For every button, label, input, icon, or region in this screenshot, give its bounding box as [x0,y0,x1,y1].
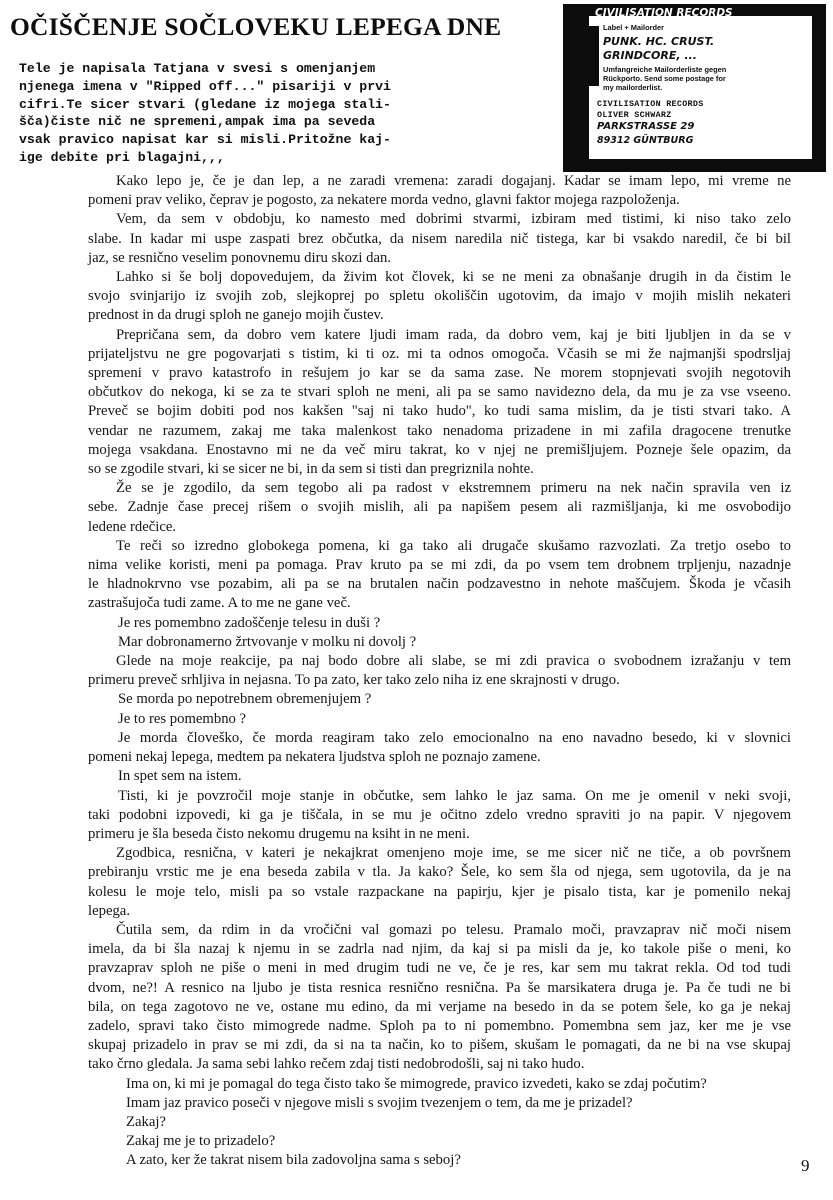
body-line: pravzaprav sploh ne piše o meni in med drugim tudi ne ve, če je res, kar sem mu takrat rekla. Od tod tudi [88,960,791,977]
body-line: Že se je zgodilo, da sem tegobo ali pa radost v ekstremnem primeru na nek način spravila ven iz [116,480,791,497]
ad-border-right [812,4,826,172]
body-line: Je morda človeško, če morda reagiram tako zelo emocionalno na eno navadno besedo, ki v slovnici [118,729,791,746]
body-line: pomeni nekaj lepega, medtem pa nekatera ljudstva sploh ne poznajo zamene. [88,749,541,766]
ad-label-type: Label + Mailorder [603,23,664,32]
body-line: Je to res pomembno ? [118,710,247,727]
body-line: Kako lepo je, če je dan lep, a ne zaradi vremena: zaradi dogajanj. Kadar se imam lepo, mi vreme ne [116,173,791,189]
body-line: jaz, se resnično veselim ponovnemu diru skozi dan. [88,249,392,266]
body-line: dvom, ne?! A resnico na ljubo je tista resnica resnično resnična. Pa še marsikatera druga je. Pa če tudi ne bi [88,979,791,996]
body-line: le hladnokrvno vse pozabim, ali pa se na brutalen način podzavestno in nehote maščujem. Škoda je včasih [88,576,791,593]
body-line: občutkov do nekoga, ki se za te stvari sploh ne meni, ali pa se samo navidezno dela, da mu je za vse vseeno. [88,384,791,401]
intro-line: cifri.Te sicer stvari (gledane iz mojega stali- [19,96,391,112]
intro-typed-note [19,60,559,167]
intro-line: vsak pravico napisat kar si misli.Pritožne kaj- [19,132,391,148]
body-line: primeru je šla beseda čisto nekomu drugemu na ksiht in ne meni. [88,825,470,842]
body-line: mojega vsakdana. Enostavno mi ne da več miru takrat, ko v njej ne premišljujem. Pozneje šele opazim, da [88,441,791,458]
body-line: Tisti, ki je povzročil moje stanje in občutke, sem lahko le jaz sama. On me je omenil v neki svoji, [118,787,791,804]
body-line: vendar ne razumem, zakaj me taka malenkost tako nenadoma prizadene in mi zafila dragocene trenutke [88,422,791,439]
body-line: primeru preveč srhljiva in nejasna. To pa zato, ker tako zelo niha iz ene skrajnosti v drugo. [88,672,620,689]
body-line: Lahko si še bolj dopovedujem, da živim kot človek, ki se ne meni za obnašanje drugih in da čistim le [116,269,791,286]
ad-desc-line: my mailorderlist. [603,83,663,92]
body-line: taki podobni izpovedi, ki ga je tiščala, in se mu je očitno zdelo vredno spraviti jo na papir. V njegovem [88,806,791,823]
ad-address-line: 89312 GÜNTBURG [597,135,694,146]
body-line: Čutila sem, da rdim in da vročični val gomazi po telesu. Pramalo moči, pravzaprav nič moči nisem [116,921,791,938]
body-line: tako črno gledala. Ja sama sebi lahko rečem zdaj tisti nedobrodošli, saj ni tako hudo. [88,1056,585,1073]
body-line: Se morda po nepotrebnem obremenjujem ? [118,691,372,708]
body-line: prijateljstvu ne gre pogovarjati s tistim, ki ti oz. mi ta odnos omogoča. Včasih se mi že najmanjši spodrsljaj [88,345,791,362]
body-line: Vem, da sem v obdobju, ko namesto med dobrimi stvarmi, izbiram med tistimi, ki niso tako zelo [116,211,791,228]
ad-address-line: PARKSTRASSE 29 [597,121,695,132]
body-line: skupaj prizadelo in prav se mi zdi, da si na ta način, ko to pišem, skušam le pomagati, da ne bi na vse skupaj [88,1037,791,1054]
body-line: prednost in da drugi sploh ne ganejo mojih čustev. [88,307,384,324]
ad-genres: PUNK. HC. CRUST. [603,35,715,48]
body-line: sebe. Zadnje čase precej rišem o svojih mislih, ali pa napišem pesem ali razmišljanja, ki me osvobodijo [88,499,791,516]
body-line: Mar dobronamerno žrtvovanje v molku ni dovolj ? [118,633,417,650]
ad-border-bottom [563,159,826,172]
body-line: Glede na moje reakcije, pa naj bodo dobre ali slabe, se mi zdi pravica o svobodnem izražanju v tem [116,653,791,670]
page-number: 9 [801,1156,810,1175]
body-line: Zgodbica, resnična, v kateri je nekajkrat omenjeno moje ime, se me sicer nič ne tiče, a ob površnem [116,845,791,862]
civilisation-records-ad [563,4,826,172]
page-title: OČIŠČENJE SOČLOVEKU LEPEGA DNE [10,12,502,41]
body-line: imela, da bi šla nazaj k njemu in se zadrla nad njim, da kaj si pa misli da je, ko takole piše o meni, ko [88,941,791,958]
ad-label-name: CIVILISATION RECORDS [595,7,733,19]
intro-line: njenega imena v "Ripped off..." pisariji v prvi [19,78,391,94]
ad-address-line: GERMANY [597,150,645,160]
body-line: zadelo, spravi tako čisto mimogrede nadme. Sploh pa to ni pomembno. Pomembna sem jaz, ker me je vse [88,1017,791,1034]
intro-line: šča)čiste nič ne spremeni,ampak ima pa seveda [19,114,376,130]
ad-desc-line: Umfangreiche Mailorderliste gegen [603,65,727,74]
body-line: Te reči so izredno globokega pomena, ki ga tako ali drugače skušamo razvozlati. Za tretjo osebo to [116,537,791,554]
ad-desc-line: Rückporto. Send some postage for [603,74,726,83]
body-line: Preveč se bojim dobiti pod nos kakšen "saj ni tako hudo", ko tudi sama mislim, da je tisti stvari tako. A [88,403,791,420]
intro-line: Tele je napisala Tatjana v svesi s omenjanjem [19,61,376,76]
body-line: bila, on tega zagotovo ne ve, ostane mu edino, da mi verjame na besedo in da se potem šele, ko ga je nekaj [88,998,791,1015]
body-line: spremeni v pravo katastrofo in rešujem jo kar se da sama zase. Ne morem stopnjevati svojih negotovih [88,365,791,382]
body-line: ledene rdečice. [88,518,177,535]
body-line: Imam jaz pravico poseči v njegove misli s svojim tvezenjem o tem, da me je prizadel? [126,1094,633,1111]
body-line: pomeni prav veliko, čeprav je pogosto, za nekatere morda vedno, glavni faktor mojega razpoloženja. [88,192,680,209]
ad-genres-2: GRINDCORE, ... [603,49,697,62]
body-line: kolesu le moje telo, misli pa so vstale razpackane na papirju, kjer je pisalo tista, kar je pomenilo nekaj [88,883,791,900]
intro-line: ige debite pri blagajni,,, [19,149,225,165]
body-line: A zato, ker že takrat nisem bila zadovoljna sama s seboj? [126,1152,461,1169]
body-line: so se zgodile stvari, ki se sicer ne bi, in da sem si tisti dan pregriznila nohte. [88,461,534,478]
body-line: Ima on, ki mi je pomagal do tega čisto tako še mimogrede, pravico izvedeti, kako se zdaj počutim? [126,1075,707,1092]
body-line: Zakaj? [126,1113,166,1130]
body-line: svojo svinjarijo iz svojih zob, slejkoprej po spletu okoliščin ugotovim, da imajo v mojih mislih nekateri [88,288,791,305]
body-line: Prepričana sem, da dobro vem katere ljudi imam rada, da dobro vem, kaj je biti ljubljen in da se v [116,326,791,343]
body-line: zastrašujoča tudi zame. A to me ne gane več. [88,595,351,612]
body-line: lepega. [88,902,130,919]
ad-ink-block [589,26,599,86]
body-line: Je res pomembno zadoščenje telesu in duši ? [118,614,381,631]
ad-border-left [563,4,589,172]
body-line: Zakaj me je to prizadelo? [126,1133,276,1150]
body-line: slabe. In kadar mi uspe zaspati brez občutka, da nisem naredila nič tistega, kar bi vsakdo naredil, če bi bil [88,230,791,247]
body-line: In spet sem na istem. [118,768,242,785]
ad-address-line: OLIVER SCHWARZ [597,110,672,120]
body-line: prebiranju vrstic me je ena beseda zabila v tla. Ja kako? Šele, ko sem šla od njega, sem ugotovila, da je na [88,864,791,881]
body-line: nima velike koristi, meni pa pomaga. Prav kruto pa se mi zdi, da po vsem tem drobnem trpljenju, nazadnje [88,557,791,574]
article-body [88,172,791,1171]
ad-address-line: CIVILISATION RECORDS [597,99,704,109]
